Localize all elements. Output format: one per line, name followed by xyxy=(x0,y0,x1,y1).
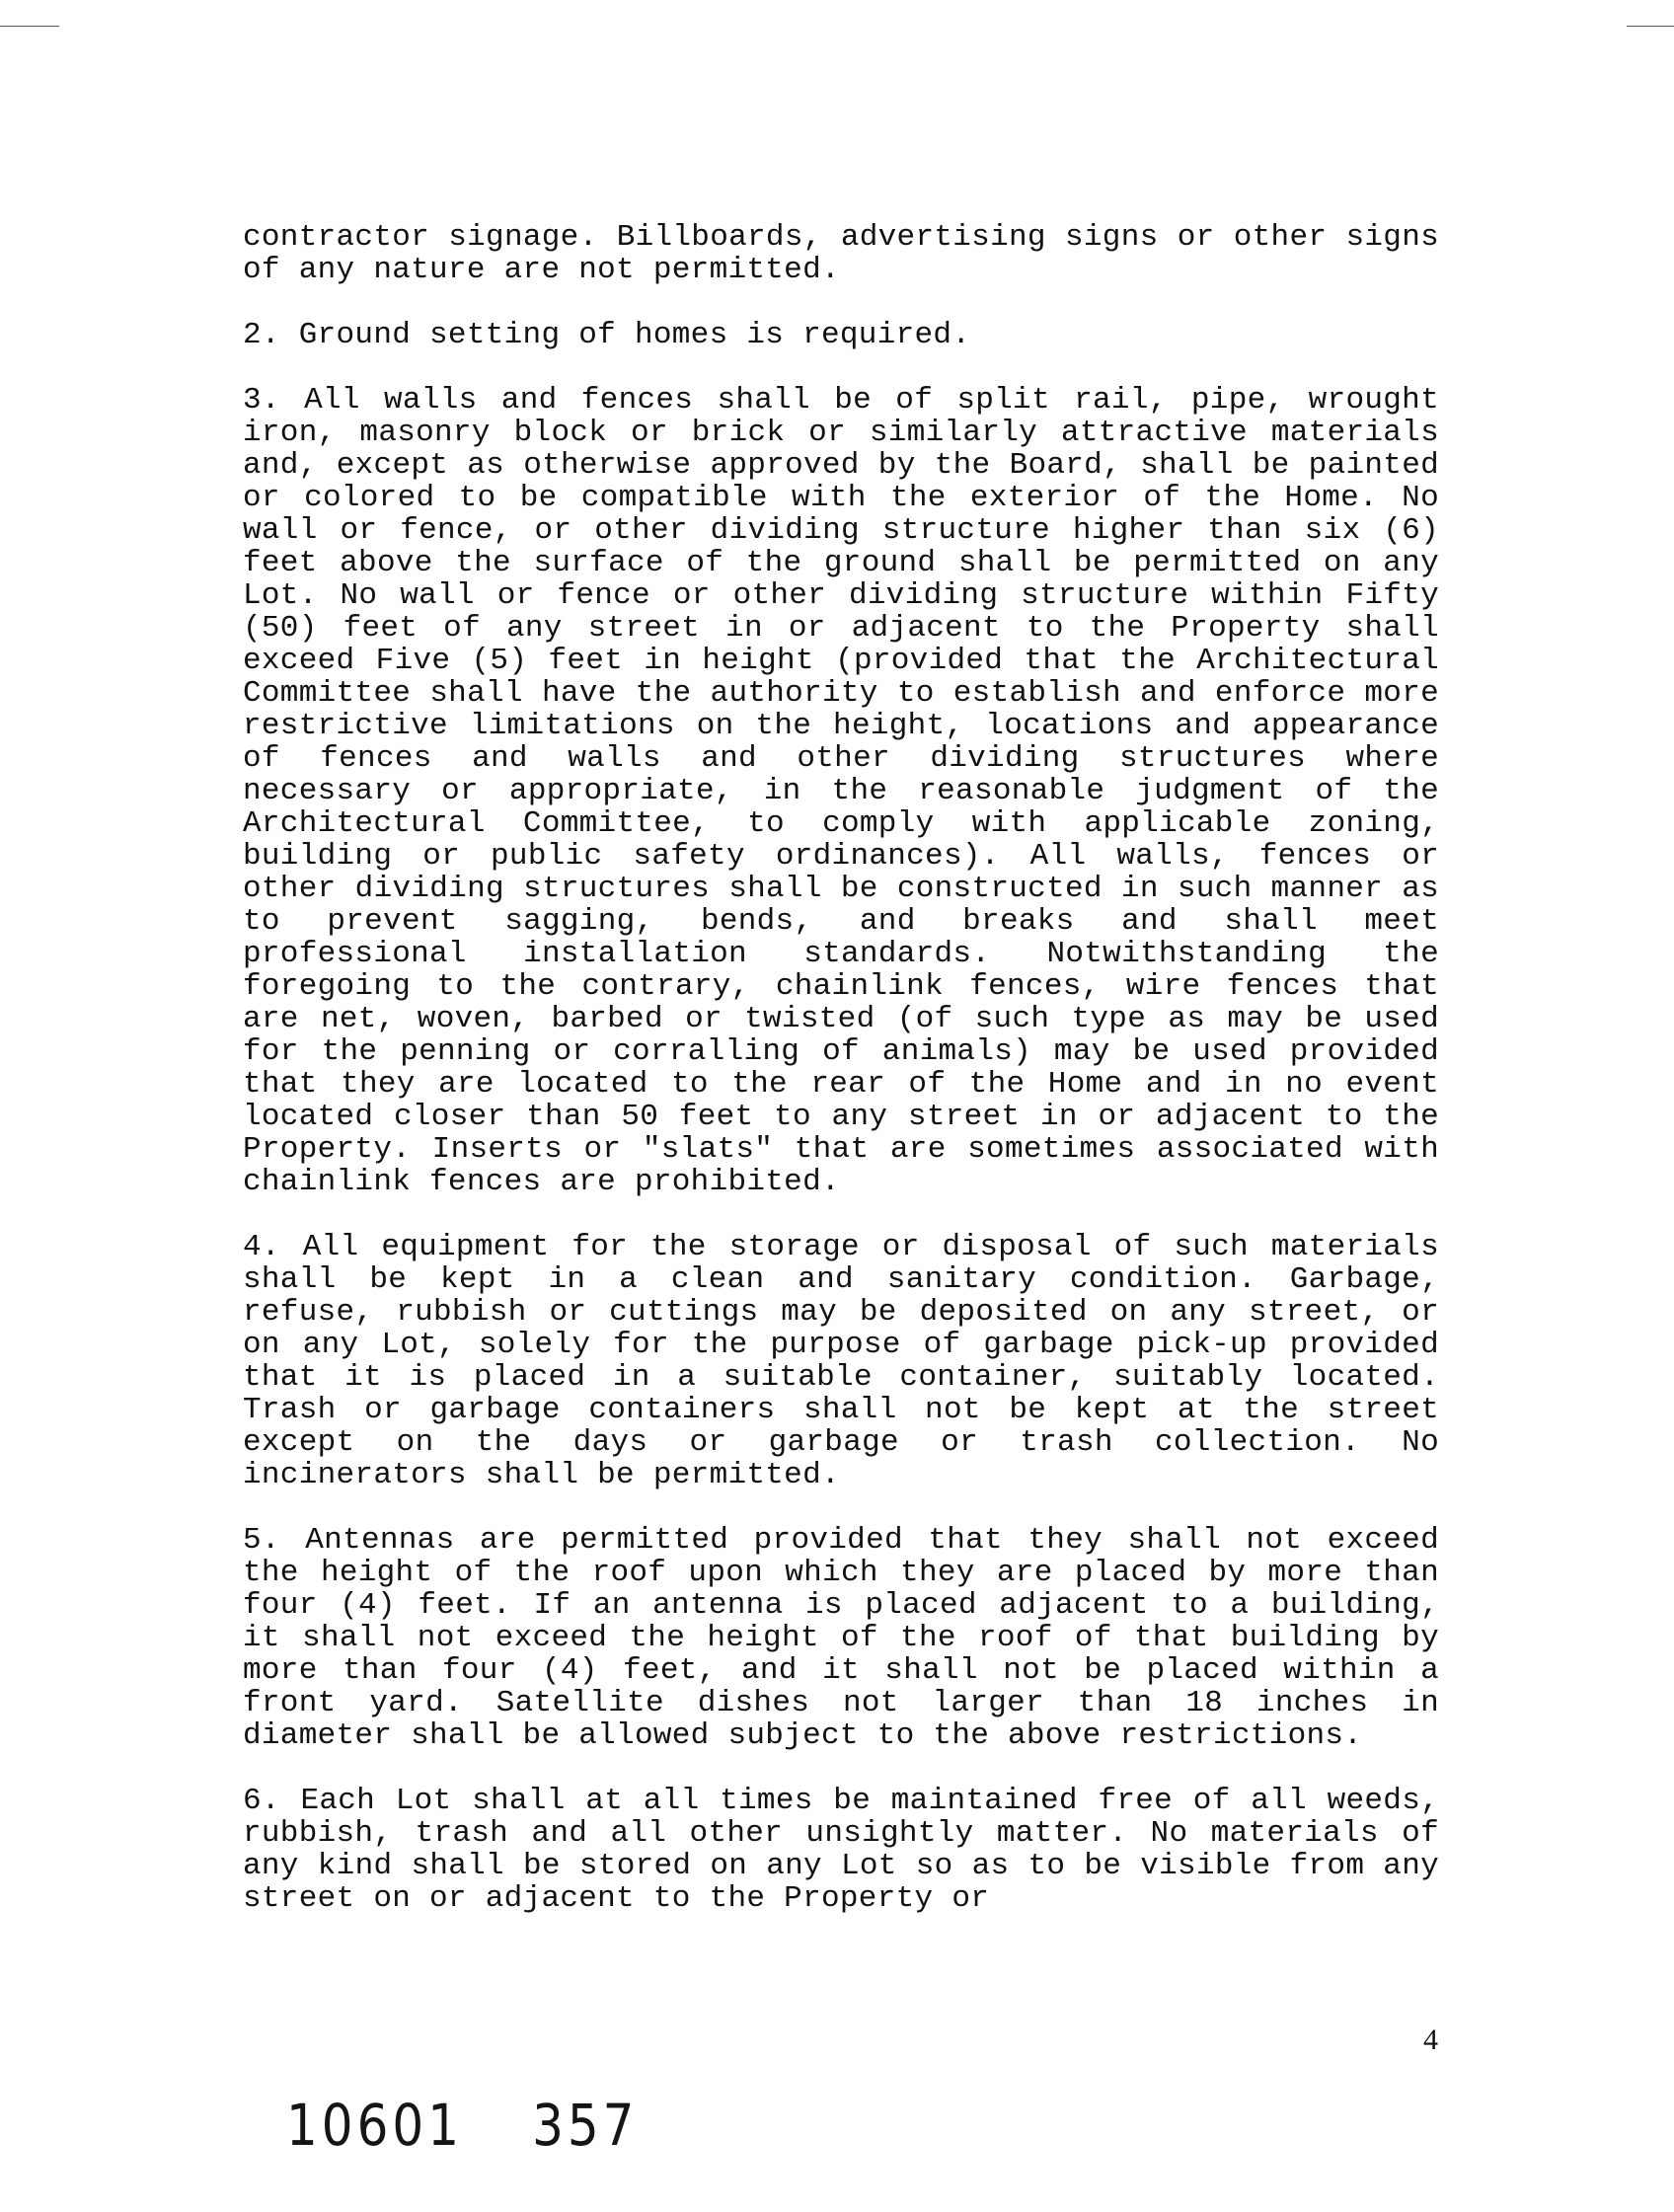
scan-artifact-top-right xyxy=(1627,26,1674,27)
recording-stamp xyxy=(286,2093,639,2159)
document-body xyxy=(243,221,1439,1947)
paragraph-2-ground-setting: 2. Ground setting of homes is required. xyxy=(243,318,971,352)
paragraph-3-walls-and-fences: 3. All walls and fences shall be of split rail, pipe, wrought iron, masonry block or brick or similarly attractive materials and, except as otherwise approved by the Board, shall be painted or colored to be compatible with the exterior of the Home. No wall or fence, or other dividing structure higher than six (6) feet above the surface of the ground shall be permitted on any Lot. No wall or fence or other dividing structure within Fifty (50) feet of any street in or adjacent to the Property shall exceed Five (5) feet in height (provided that the Architectural Committee shall have the authority to establish and enforce more restrictive limitations on the height, locations and appearance of fences and walls and other dividing structures where necessary or appropriate, in the reasonable judgment of the Architectural Committee, to comply with applicable zoning, building or public safety ordinances). All walls, fences or other dividing structures shall be constructed in such manner as to prevent sagging, bends, and breaks and shall meet professional installation standards. Notwithstanding the foregoing to the contrary, chainlink fences, wire fences that are net, woven, barbed or twisted (of such type as may be used for the penning or corralling of animals) may be used provided that they are located to the rear of the Home and in no event located closer than 50 feet to any street in or adjacent to the Property. Inserts or "slats" that are sometimes associated with chainlink fences are prohibited. xyxy=(243,383,1439,1199)
paragraph-4-garbage-disposal: 4. All equipment for the storage or disposal of such materials shall be kept in a clean and sanitary condition. Garbage, refuse, rubbish or cuttings may be deposited on any street, or on any Lot, solely for the purpose of garbage pick-up provided that it is placed in a suitable container, suitably located. Trash or garbage containers shall not be kept at the street except on the days or garbage or trash collection. No incinerators shall be permitted. xyxy=(243,1230,1439,1492)
paragraph-5-antennas: 5. Antennas are permitted provided that they shall not exceed the height of the roof upon which they are placed by more than four (4) feet. If an antenna is placed adjacent to a building, it shall not exceed the height of the roof of that building by more than four (4) feet, and it shall not be placed within a front yard. Satellite dishes not larger than 18 inches in diameter shall be allowed subject to the above restrictions. xyxy=(243,1523,1439,1753)
stamp-book-number: 10601 xyxy=(286,2093,464,2159)
paragraph-6-lot-maintenance: 6. Each Lot shall at all times be maintained free of all weeds, rubbish, trash and all other unsightly matter. No materials of any kind shall be stored on any Lot so as to be visible from any street on or adjacent to the Property or xyxy=(243,1784,1439,1916)
paragraph-continuation: contractor signage. Billboards, advertising signs or other signs of any nature are not permitted. xyxy=(243,220,1439,287)
page-number: 4 xyxy=(1423,2023,1438,2056)
stamp-page-number: 357 xyxy=(532,2093,639,2159)
scan-artifact-top-left xyxy=(0,26,59,27)
